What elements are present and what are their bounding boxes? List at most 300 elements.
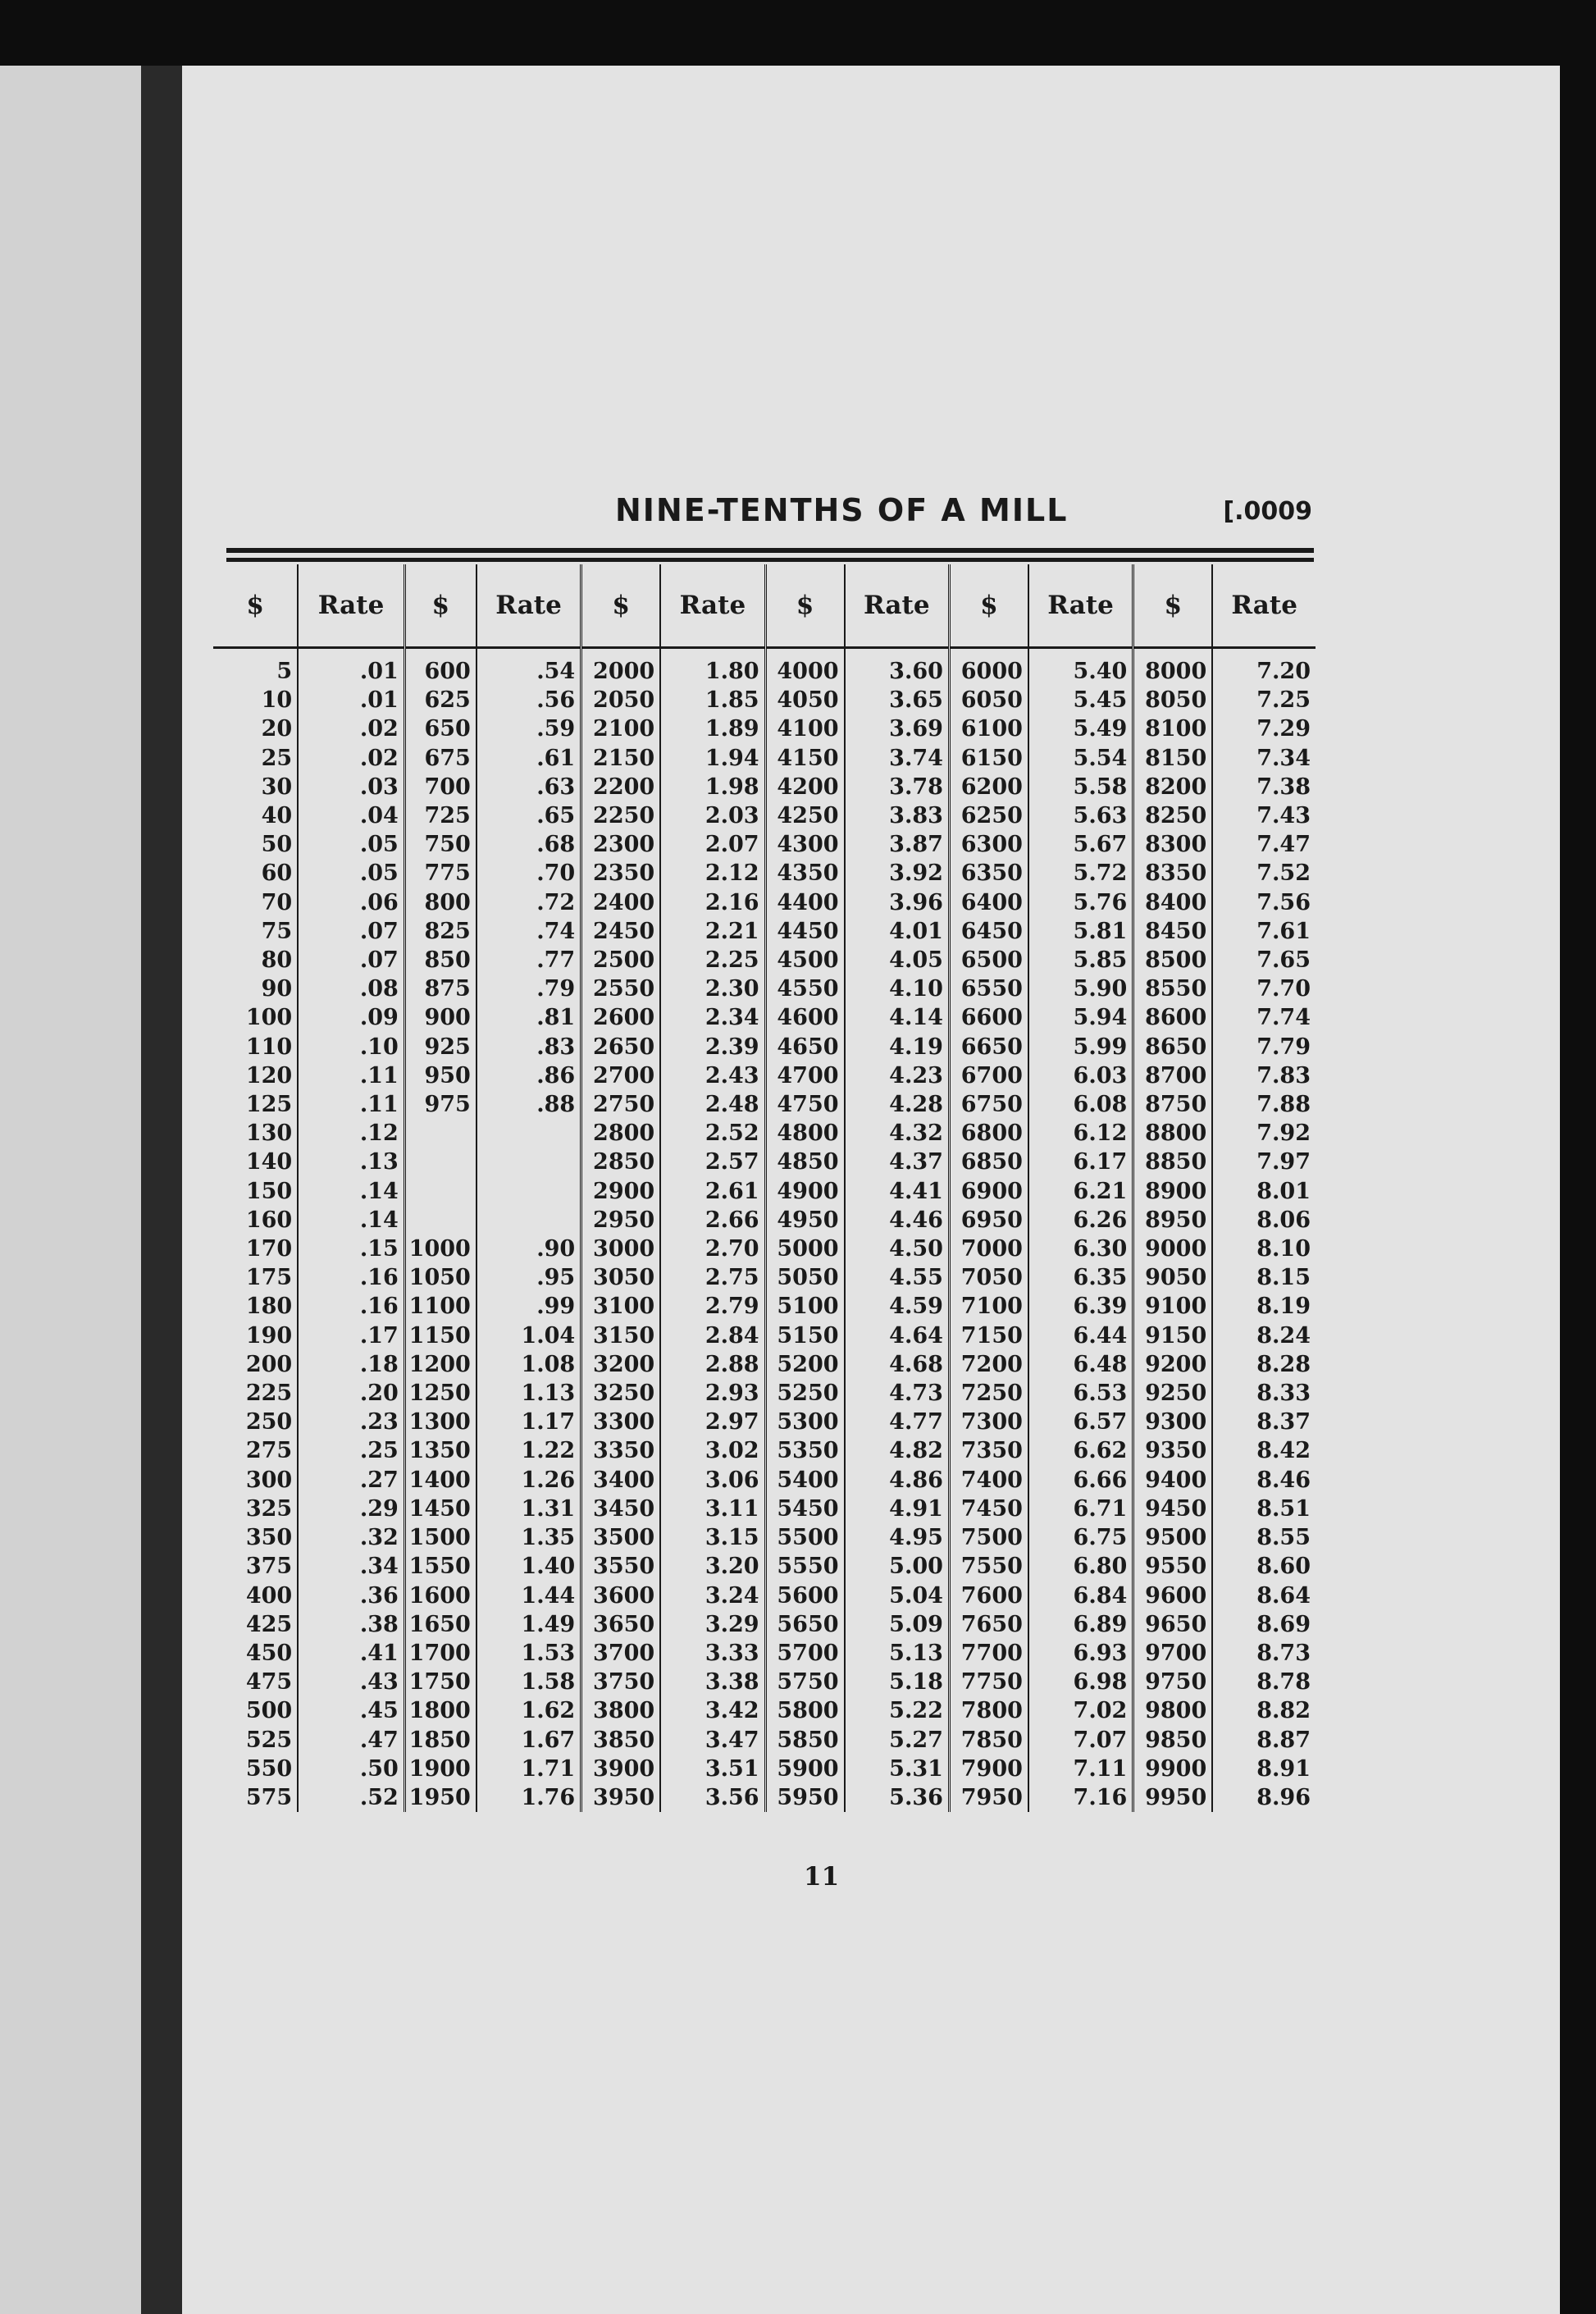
dollar-cell: 2050 [581, 686, 660, 714]
dollar-cell: 6650 [949, 1033, 1028, 1061]
dollar-cell: 200 [245, 1351, 293, 1377]
dollar-cell: 1850 [404, 1726, 477, 1755]
rate-cell: 3.87 [845, 830, 950, 859]
column-header-dollars: $ [404, 564, 477, 648]
rate-cell: 5.81 [1028, 917, 1133, 946]
dollar-cell: 2950 [581, 1206, 660, 1235]
rate-cell: 6.17 [1028, 1148, 1133, 1176]
rate-table [213, 564, 1316, 1812]
rate-cell: 3.74 [845, 744, 950, 773]
rate-cell: 1.58 [477, 1668, 581, 1696]
rate-cell: 8.96 [1212, 1783, 1316, 1812]
rate-cell: .77 [477, 946, 581, 974]
rate-cell: 1.40 [477, 1552, 581, 1581]
rate-cell: 4.19 [845, 1033, 950, 1061]
rate-cell: .90 [477, 1235, 581, 1263]
dollar-cell: 5050 [765, 1263, 844, 1292]
rate-cell: 5.09 [845, 1610, 950, 1639]
rate-cell: 4.28 [845, 1090, 950, 1119]
rate-cell: 1.85 [660, 686, 765, 714]
dollar-cell: 1000 [404, 1235, 477, 1263]
dollar-cell: 425 [245, 1611, 293, 1637]
rate-cell: 6.35 [1028, 1263, 1133, 1292]
dollar-cell: 325 [245, 1495, 293, 1522]
rate-cell: 6.89 [1028, 1610, 1133, 1639]
rate-cell: 7.61 [1212, 917, 1316, 946]
table-row [213, 1090, 1316, 1119]
rate-cell: 8.82 [1212, 1696, 1316, 1725]
rate-cell: 1.44 [477, 1581, 581, 1610]
dollar-cell: 1150 [404, 1321, 477, 1350]
dollar-cell: 1450 [404, 1495, 477, 1523]
dollar-cell: 6500 [949, 946, 1028, 974]
dollar-cell: 3900 [581, 1755, 660, 1783]
rate-cell: 7.25 [1212, 686, 1316, 714]
dollar-cell: 80 [261, 947, 293, 974]
rate-cell: .61 [477, 744, 581, 773]
dollar-cell: 8450 [1133, 917, 1212, 946]
rate-cell: 1.62 [477, 1696, 581, 1725]
rate-cell: .34 [298, 1552, 404, 1581]
dollar-cell: 7550 [949, 1552, 1028, 1581]
rate-cell: 5.76 [1028, 888, 1133, 917]
dollar-cell: 7600 [949, 1581, 1028, 1610]
table-row [213, 1148, 1316, 1176]
dollar-cell: 9950 [1133, 1783, 1212, 1812]
column-header-dollars: $ [213, 564, 298, 648]
table-row [213, 830, 1316, 859]
dollar-cell: 525 [245, 1727, 293, 1753]
rate-cell: 1.71 [477, 1755, 581, 1783]
rate-cell: 8.19 [1212, 1292, 1316, 1321]
table-row [213, 1292, 1316, 1321]
rate-cell: .07 [298, 917, 404, 946]
dollar-cell: 5650 [765, 1610, 844, 1639]
rate-cell: 1.22 [477, 1436, 581, 1465]
dollar-cell: 3450 [581, 1495, 660, 1523]
dollar-cell: 110 [245, 1034, 293, 1060]
rate-cell: .04 [298, 801, 404, 830]
rate-cell: 3.20 [660, 1552, 765, 1581]
dollar-cell: 6050 [949, 686, 1028, 714]
rate-cell: 3.96 [845, 888, 950, 917]
rate-cell: .41 [298, 1639, 404, 1668]
rate-cell: 2.79 [660, 1292, 765, 1321]
dollar-cell: 3100 [581, 1292, 660, 1321]
rate-cell: .02 [298, 744, 404, 773]
rate-cell: .86 [477, 1061, 581, 1090]
table-row [213, 1726, 1316, 1755]
header-rule-thick [226, 548, 1314, 553]
dollar-cell: 160 [245, 1207, 293, 1233]
dollar-cell: 5150 [765, 1321, 844, 1350]
rate-cell: 6.84 [1028, 1581, 1133, 1610]
dollar-cell: 9750 [1133, 1668, 1212, 1696]
rate-cell: 6.08 [1028, 1090, 1133, 1119]
dollar-cell: 6100 [949, 714, 1028, 743]
dollar-cell: 4750 [765, 1090, 844, 1119]
dollar-cell: 700 [404, 773, 477, 801]
rate-cell: 5.18 [845, 1668, 950, 1696]
dollar-cell: 9350 [1133, 1436, 1212, 1465]
dollar-cell: 5750 [765, 1668, 844, 1696]
dollar-cell: 7350 [949, 1436, 1028, 1465]
rate-cell: 8.55 [1212, 1523, 1316, 1552]
rate-cell: 8.46 [1212, 1466, 1316, 1495]
rate-cell: .50 [298, 1755, 404, 1783]
page-number: 11 [804, 1862, 840, 1892]
rate-cell: .68 [477, 830, 581, 859]
rate-cell: 6.12 [1028, 1119, 1133, 1148]
rate-cell: .12 [298, 1119, 404, 1148]
rate-cell: 7.20 [1212, 648, 1316, 687]
dollar-cell: 775 [404, 859, 477, 888]
dollar-cell: 8850 [1133, 1148, 1212, 1176]
rate-cell: .29 [298, 1495, 404, 1523]
dollar-cell: 2350 [581, 859, 660, 888]
dollar-cell: 4350 [765, 859, 844, 888]
dollar-cell: 2400 [581, 888, 660, 917]
column-header-dollars: $ [581, 564, 660, 648]
rate-cell [477, 1177, 581, 1206]
dollar-cell: 7200 [949, 1350, 1028, 1379]
dollar-cell: 140 [245, 1149, 293, 1175]
rate-cell: 5.45 [1028, 686, 1133, 714]
header-rule-thin [226, 558, 1314, 562]
dollar-cell: 6000 [949, 648, 1028, 687]
column-header-rate: Rate [1212, 564, 1316, 648]
dollar-cell: 1800 [404, 1696, 477, 1725]
page-header [221, 427, 1312, 528]
rate-cell: 4.23 [845, 1061, 950, 1090]
table-row [213, 1061, 1316, 1090]
dollar-cell: 350 [245, 1525, 293, 1551]
column-header-rate: Rate [477, 564, 581, 648]
dollar-cell: 1350 [404, 1436, 477, 1465]
dollar-cell: 8050 [1133, 686, 1212, 714]
dollar-cell: 225 [245, 1381, 293, 1407]
rate-cell: .81 [477, 1003, 581, 1032]
dollar-cell: 7000 [949, 1235, 1028, 1263]
rate-cell: 7.88 [1212, 1090, 1316, 1119]
dollar-cell: 170 [245, 1236, 293, 1262]
rate-cell: .08 [298, 974, 404, 1003]
dollar-cell: 190 [245, 1322, 293, 1349]
dollar-cell: 8900 [1133, 1177, 1212, 1206]
rate-cell: 2.25 [660, 946, 765, 974]
dollar-cell: 900 [404, 1003, 477, 1032]
dollar-cell: 3000 [581, 1235, 660, 1263]
rate-cell: 5.36 [845, 1783, 950, 1812]
rate-cell: .10 [298, 1033, 404, 1061]
rate-cell: 4.46 [845, 1206, 950, 1235]
table-row [213, 1033, 1316, 1061]
dollar-cell: 1100 [404, 1292, 477, 1321]
dollar-cell: 6750 [949, 1090, 1028, 1119]
dollar-cell: 6150 [949, 744, 1028, 773]
rate-cell: 7.29 [1212, 714, 1316, 743]
dollar-cell: 7750 [949, 1668, 1028, 1696]
dollar-cell: 8500 [1133, 946, 1212, 974]
dollar-cell: 130 [245, 1120, 293, 1147]
dollar-cell: 2850 [581, 1148, 660, 1176]
dollar-cell: 3150 [581, 1321, 660, 1350]
dollar-cell: 4300 [765, 830, 844, 859]
rate-cell: .05 [298, 859, 404, 888]
rate-cell: 1.31 [477, 1495, 581, 1523]
dollar-cell: 50 [261, 832, 293, 858]
rate-cell: .01 [298, 686, 404, 714]
dollar-cell: 2100 [581, 714, 660, 743]
rate-cell: 2.21 [660, 917, 765, 946]
rate-cell: 8.42 [1212, 1436, 1316, 1465]
dollar-cell: 1050 [404, 1263, 477, 1292]
table-row [213, 686, 1316, 714]
rate-cell: 1.53 [477, 1639, 581, 1668]
rate-cell: 1.13 [477, 1379, 581, 1408]
rate-cell: 3.92 [845, 859, 950, 888]
dollar-cell: 6300 [949, 830, 1028, 859]
dollar-cell: 7700 [949, 1639, 1028, 1668]
rate-cell: 8.51 [1212, 1495, 1316, 1523]
dollar-cell: 1300 [404, 1408, 477, 1436]
dollar-cell: 4700 [765, 1061, 844, 1090]
dollar-cell: 7050 [949, 1263, 1028, 1292]
rate-cell: 1.08 [477, 1350, 581, 1379]
dollar-cell: 575 [245, 1784, 293, 1810]
rate-cell: 1.17 [477, 1408, 581, 1436]
rate-cell: .45 [298, 1696, 404, 1725]
rate-cell: .47 [298, 1726, 404, 1755]
dollar-cell: 925 [404, 1033, 477, 1061]
rate-cell: 2.61 [660, 1177, 765, 1206]
rate-cell: .65 [477, 801, 581, 830]
rate-cell: .79 [477, 974, 581, 1003]
rate-cell: 5.13 [845, 1639, 950, 1668]
rate-cell: 3.24 [660, 1581, 765, 1610]
rate-cell: 5.67 [1028, 830, 1133, 859]
table-row [213, 773, 1316, 801]
dollar-cell: 2300 [581, 830, 660, 859]
rate-cell: 4.10 [845, 974, 950, 1003]
rate-cell: 5.58 [1028, 773, 1133, 801]
dollar-cell: 40 [261, 803, 293, 829]
dollar-cell: 250 [245, 1409, 293, 1435]
rate-cell: 6.93 [1028, 1639, 1133, 1668]
rate-cell: 2.75 [660, 1263, 765, 1292]
rate-cell: 2.16 [660, 888, 765, 917]
dollar-cell: 100 [245, 1005, 293, 1031]
rate-cell: .15 [298, 1235, 404, 1263]
rate-cell: 5.94 [1028, 1003, 1133, 1032]
rate-cell: 2.52 [660, 1119, 765, 1148]
dollar-cell: 3950 [581, 1783, 660, 1812]
table-row [213, 1235, 1316, 1263]
rate-cell: 3.51 [660, 1755, 765, 1783]
rate-cell: 5.27 [845, 1726, 950, 1755]
rate-cell: .88 [477, 1090, 581, 1119]
rate-cell: 2.70 [660, 1235, 765, 1263]
rate-cell: 8.60 [1212, 1552, 1316, 1581]
rate-cell: 4.82 [845, 1436, 950, 1465]
column-header-rate: Rate [298, 564, 404, 648]
table-row [213, 1466, 1316, 1495]
dollar-cell: 4500 [765, 946, 844, 974]
rate-cell: 4.14 [845, 1003, 950, 1032]
table-row [213, 801, 1316, 830]
rate-cell: 8.24 [1212, 1321, 1316, 1350]
dollar-cell: 9000 [1133, 1235, 1212, 1263]
dollar-cell: 1250 [404, 1379, 477, 1408]
rate-cell: 5.04 [845, 1581, 950, 1610]
rate-cell: 3.15 [660, 1523, 765, 1552]
dollar-cell: 2600 [581, 1003, 660, 1032]
dollar-cell: 2500 [581, 946, 660, 974]
rate-cell: .63 [477, 773, 581, 801]
rate-cell: 5.31 [845, 1755, 950, 1783]
dollar-cell: 70 [261, 889, 293, 915]
dollar-cell: 3850 [581, 1726, 660, 1755]
dollar-cell: 4400 [765, 888, 844, 917]
rate-cell: 6.75 [1028, 1523, 1133, 1552]
table-row [213, 917, 1316, 946]
dollar-cell: 2900 [581, 1177, 660, 1206]
dollar-cell: 7100 [949, 1292, 1028, 1321]
table-row [213, 1610, 1316, 1639]
rate-cell: 7.02 [1028, 1696, 1133, 1725]
dollar-cell: 6600 [949, 1003, 1028, 1032]
rate-cell: 7.56 [1212, 888, 1316, 917]
dollar-cell: 5500 [765, 1523, 844, 1552]
table-row [213, 1523, 1316, 1552]
rate-cell: .09 [298, 1003, 404, 1032]
dollar-cell: 8100 [1133, 714, 1212, 743]
rate-cell: 2.03 [660, 801, 765, 830]
dollar-cell: 750 [404, 830, 477, 859]
rate-cell: 7.43 [1212, 801, 1316, 830]
rate-cell: .20 [298, 1379, 404, 1408]
rate-cell [477, 1206, 581, 1235]
rate-cell: 1.49 [477, 1610, 581, 1639]
table-row [213, 1379, 1316, 1408]
dollar-cell: 3500 [581, 1523, 660, 1552]
dollar-cell: 8400 [1133, 888, 1212, 917]
rate-cell: .14 [298, 1177, 404, 1206]
rate-cell: 7.92 [1212, 1119, 1316, 1148]
rate-cell: 6.44 [1028, 1321, 1133, 1350]
rate-cell: 2.43 [660, 1061, 765, 1090]
rate-table-header [213, 564, 1316, 648]
dollar-cell: 1400 [404, 1466, 477, 1495]
dollar-cell: 1600 [404, 1581, 477, 1610]
rate-cell: 8.78 [1212, 1668, 1316, 1696]
rate-cell: .05 [298, 830, 404, 859]
dollar-cell: 3200 [581, 1350, 660, 1379]
dollar-cell: 8800 [1133, 1119, 1212, 1148]
dollar-cell: 6450 [949, 917, 1028, 946]
rate-table-body [213, 648, 1316, 1813]
dollar-cell: 4900 [765, 1177, 844, 1206]
rate-cell: 1.26 [477, 1466, 581, 1495]
dollar-cell: 8000 [1133, 648, 1212, 687]
dollar-cell: 1500 [404, 1523, 477, 1552]
rate-cell: 2.48 [660, 1090, 765, 1119]
dollar-cell: 875 [404, 974, 477, 1003]
dollar-cell: 5800 [765, 1696, 844, 1725]
rate-cell: 6.71 [1028, 1495, 1133, 1523]
column-header-dollars: $ [765, 564, 844, 648]
dollar-cell: 7450 [949, 1495, 1028, 1523]
dollar-cell: 9700 [1133, 1639, 1212, 1668]
rate-cell: 3.38 [660, 1668, 765, 1696]
column-header-rate: Rate [660, 564, 765, 648]
rate-cell: .83 [477, 1033, 581, 1061]
rate-cell: .11 [298, 1090, 404, 1119]
rate-cell: 4.86 [845, 1466, 950, 1495]
dollar-cell: 9400 [1133, 1466, 1212, 1495]
dollar-cell: 300 [245, 1467, 293, 1493]
rate-cell: .74 [477, 917, 581, 946]
rate-cell: .14 [298, 1206, 404, 1235]
dollar-cell: 4450 [765, 917, 844, 946]
column-header-dollars: $ [949, 564, 1028, 648]
rate-cell: 8.33 [1212, 1379, 1316, 1408]
dollar-cell: 5200 [765, 1350, 844, 1379]
rate-cell: 3.06 [660, 1466, 765, 1495]
dollar-cell: 9050 [1133, 1263, 1212, 1292]
dollar-cell: 8650 [1133, 1033, 1212, 1061]
dollar-cell: 1700 [404, 1639, 477, 1668]
dollar-cell: 7800 [949, 1696, 1028, 1725]
column-header-dollars: $ [1133, 564, 1212, 648]
dollar-cell: 9200 [1133, 1350, 1212, 1379]
rate-cell: 3.02 [660, 1436, 765, 1465]
dollar-cell: 1750 [404, 1668, 477, 1696]
dollar-cell: 8350 [1133, 859, 1212, 888]
table-row [213, 1263, 1316, 1292]
dollar-cell [404, 1119, 477, 1148]
rate-cell: 4.55 [845, 1263, 950, 1292]
column-header-rate: Rate [845, 564, 950, 648]
rate-cell: 7.47 [1212, 830, 1316, 859]
dollar-cell: 825 [404, 917, 477, 946]
rate-cell: 5.22 [845, 1696, 950, 1725]
dollar-cell: 9100 [1133, 1292, 1212, 1321]
rate-cell: 3.56 [660, 1783, 765, 1812]
rate-cell: 8.28 [1212, 1350, 1316, 1379]
rate-cell: .52 [298, 1783, 404, 1812]
dollar-cell: 8600 [1133, 1003, 1212, 1032]
rate-cell: 6.26 [1028, 1206, 1133, 1235]
dollar-cell: 375 [245, 1554, 293, 1580]
dollar-cell: 950 [404, 1061, 477, 1090]
rate-cell: 8.15 [1212, 1263, 1316, 1292]
dollar-cell: 5850 [765, 1726, 844, 1755]
dollar-cell: 9850 [1133, 1726, 1212, 1755]
dollar-cell: 5900 [765, 1755, 844, 1783]
dollar-cell: 2200 [581, 773, 660, 801]
dollar-cell: 4000 [765, 648, 844, 687]
rate-cell: 4.91 [845, 1495, 950, 1523]
dollar-cell: 8550 [1133, 974, 1212, 1003]
dollar-cell: 9900 [1133, 1755, 1212, 1783]
rate-cell: .32 [298, 1523, 404, 1552]
rate-cell: 3.78 [845, 773, 950, 801]
rate-cell: 5.90 [1028, 974, 1133, 1003]
dollar-cell: 4950 [765, 1206, 844, 1235]
rate-cell: 7.83 [1212, 1061, 1316, 1090]
dollar-cell: 9600 [1133, 1581, 1212, 1610]
